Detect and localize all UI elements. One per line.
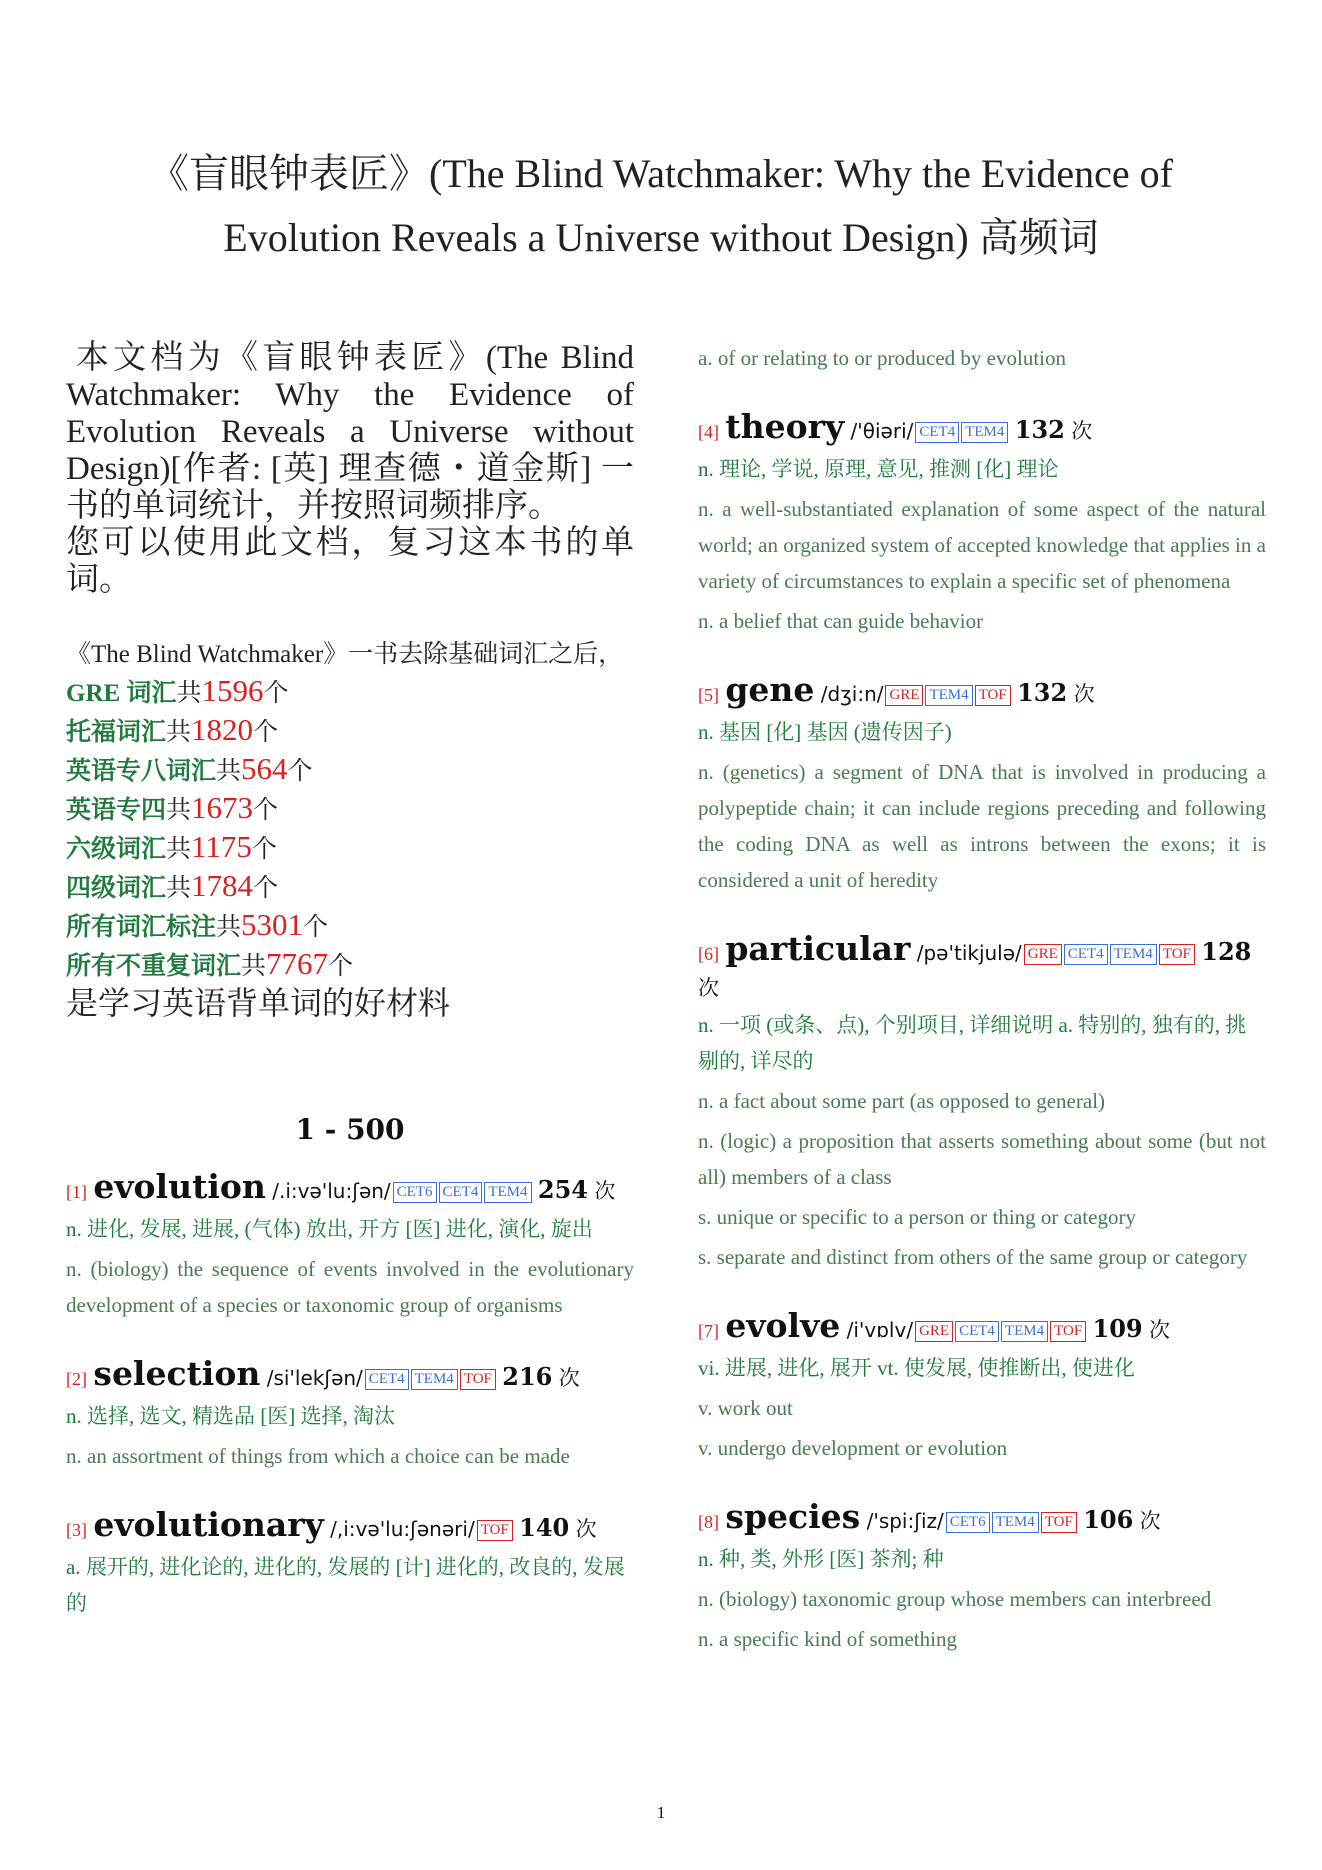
right-column <box>698 340 1266 1691</box>
word-entry <box>66 1354 634 1474</box>
entry-count: 109 <box>1092 1314 1143 1343</box>
entry-word: selection <box>93 1354 261 1393</box>
stat-mid: 共 <box>241 953 267 980</box>
stat-count: 5301 <box>241 907 304 942</box>
stat-count: 1175 <box>191 829 252 864</box>
stat-mid: 共 <box>216 914 242 941</box>
entry-phonetic: /pə'tikjulə/ <box>916 941 1022 965</box>
entry-head <box>698 929 1266 1005</box>
chinese-meaning: n. 理论, 学说, 原理, 意见, 推测 [化] 理论 <box>698 457 1059 481</box>
entry-head <box>698 670 1266 712</box>
word-list-left <box>66 1167 634 1621</box>
word-definition: n. (biology) taxonomic group whose members can interbreed <box>698 1587 1212 1611</box>
entry-count: 254 <box>537 1175 588 1204</box>
exam-tag: TOF <box>1041 1512 1077 1533</box>
chinese-meaning: n. 基因 [化] 基因 (遗传因子) <box>698 720 952 744</box>
entry-head <box>698 1306 1266 1348</box>
stat-mid: 共 <box>176 680 202 707</box>
exam-tag: TOF <box>477 1520 513 1541</box>
word-entry <box>698 1306 1266 1466</box>
entry-index: [8] <box>698 1512 719 1532</box>
entry-word: theory <box>725 407 845 446</box>
entry-word: evolve <box>725 1306 841 1345</box>
entry-phonetic: /'spi:ʃiz/ <box>866 1509 944 1533</box>
count-unit: 次 <box>1073 682 1095 706</box>
stat-label: GRE 词汇 <box>66 680 177 707</box>
vocab-stats <box>66 637 634 1021</box>
stat-label: 四级词汇 <box>66 875 167 902</box>
stat-label: 六级词汇 <box>66 836 167 863</box>
intro <box>66 340 634 599</box>
entry-phonetic: /dʒi:n/ <box>820 682 884 706</box>
entry-head <box>698 407 1266 449</box>
stat-label: 所有词汇标注 <box>66 914 217 941</box>
stats-closing: 是学习英语背单词的好材料 <box>66 985 451 1021</box>
count-unit: 次 <box>1149 1318 1170 1342</box>
stat-unit: 个 <box>287 758 313 785</box>
stat-label: 英语专八词汇 <box>66 758 217 785</box>
exam-tag: TEM4 <box>992 1512 1039 1533</box>
chinese-meaning: n. 进化, 发展, 进展, (气体) 放出, 开方 [医] 进化, 演化, 旋出 <box>66 1217 593 1241</box>
stats-lines <box>66 673 634 985</box>
chinese-meaning: n. 一项 (或条、点), 个别项目, 详细说明 a. 特别的, 独有的, 挑剔的, 详尽的 <box>698 1013 1247 1073</box>
stat-unit: 个 <box>253 719 279 746</box>
entry-phonetic: /,i:və'lu:ʃənəri/ <box>330 1517 475 1541</box>
range-heading: 1 - 500 <box>295 1113 405 1146</box>
chinese-meaning: n. 种, 类, 外形 [医] 茶剂; 种 <box>698 1547 944 1571</box>
entry-index: [4] <box>698 422 719 442</box>
entry-index: [5] <box>698 685 719 705</box>
stat-unit: 个 <box>328 953 354 980</box>
stat-count: 7767 <box>266 946 329 981</box>
entry-phonetic: /i'vɒlv/ <box>846 1318 914 1342</box>
stat-mid: 共 <box>166 797 192 824</box>
entry-head <box>66 1167 634 1209</box>
word-entry <box>698 407 1266 639</box>
entry-head <box>66 1354 634 1396</box>
word-definition: n. (logic) a proposition that asserts something about some (but not all) members of a class <box>698 1129 1266 1189</box>
stat-count: 1673 <box>191 790 254 825</box>
exam-tag: CET4 <box>915 422 959 443</box>
word-definition: n. a fact about some part (as opposed to general) <box>698 1089 1106 1113</box>
word-entry <box>698 670 1266 898</box>
stat-unit: 个 <box>263 680 289 707</box>
word-definition: s. unique or specific to a person or thing or category <box>698 1205 1136 1229</box>
count-unit: 次 <box>558 1366 580 1390</box>
word-definition: n. (genetics) a segment of DNA that is involved in producing a polypeptide chain; it can include regions preceding and following the coding DNA as well as introns between the exons; it is considered a unit of heredity <box>698 760 1266 892</box>
chinese-meaning: vi. 进展, 进化, 展开 vt. 使发展, 使推断出, 使进化 <box>698 1356 1135 1380</box>
document-title: 《盲眼钟表匠》(The Blind Watchmaker: Why the Evidence of Evolution Reveals a Universe without Design) 高频词 <box>149 151 1173 260</box>
word-definition: n. a belief that can guide behavior <box>698 609 984 633</box>
exam-tag: TEM4 <box>484 1182 531 1203</box>
entry-phonetic: /.i:və'lu:ʃən/ <box>272 1179 391 1203</box>
entry-count: 216 <box>502 1362 553 1391</box>
word-entry <box>66 1505 634 1621</box>
stat-count: 564 <box>241 751 288 786</box>
exam-tag: CET4 <box>1064 944 1108 965</box>
chinese-meaning: n. 选择, 选文, 精选品 [医] 选择, 淘汰 <box>66 1404 395 1428</box>
stat-unit: 个 <box>253 875 279 902</box>
count-unit: 次 <box>575 1517 597 1541</box>
entry-index: [3] <box>66 1520 87 1540</box>
stat-label: 英语专四 <box>66 797 167 824</box>
exam-tag: GRE <box>915 1321 953 1342</box>
stat-label: 托福词汇 <box>66 719 167 746</box>
stat-count: 1596 <box>201 673 264 708</box>
entry-word: evolution <box>93 1167 266 1206</box>
stat-mid: 共 <box>216 758 242 785</box>
entry-phonetic: /si'lekʃən/ <box>266 1366 363 1390</box>
stat-line <box>66 868 634 907</box>
exam-tag: CET6 <box>393 1182 437 1203</box>
entry-phonetic: /'θiəri/ <box>850 419 914 443</box>
word-definition: n. (biology) the sequence of events involved in the evolutionary development of a species or taxonomic group of organisms <box>66 1257 634 1317</box>
entry-word: evolutionary <box>93 1505 324 1544</box>
entry-index: [2] <box>66 1369 87 1389</box>
word-definition: s. separate and distinct from others of the same group or category <box>698 1245 1248 1269</box>
stat-unit: 个 <box>253 797 279 824</box>
exam-tag: CET4 <box>365 1369 409 1390</box>
exam-tag: GRE <box>885 685 923 706</box>
count-unit: 次 <box>1071 419 1093 443</box>
stat-line <box>66 829 634 868</box>
entry-count: 132 <box>1017 678 1068 707</box>
exam-tag: TOF <box>1159 944 1195 965</box>
stat-line <box>66 673 634 712</box>
exam-tag: TEM4 <box>961 422 1008 443</box>
count-unit: 次 <box>594 1179 616 1203</box>
continued-entry <box>698 340 1266 376</box>
word-list-right <box>698 407 1266 1657</box>
entry-count: 140 <box>519 1513 570 1542</box>
intro-paragraph: 本文档为《盲眼钟表匠》(The Blind Watchmaker: Why the Evidence of Evolution Reveals a Universe without Design)[作者: [英] 理查德・道金斯] 一书的单词统计，并按照词频排序。 <box>66 340 634 524</box>
exam-tag: TOF <box>1050 1321 1086 1342</box>
stat-label: 所有不重复词汇 <box>66 953 242 980</box>
stat-mid: 共 <box>166 836 192 863</box>
exam-tag: TEM4 <box>411 1369 458 1390</box>
entry-index: [1] <box>66 1182 87 1202</box>
stat-unit: 个 <box>251 836 277 863</box>
stat-line <box>66 751 634 790</box>
left-column <box>66 340 634 1655</box>
intro-paragraph: 您可以使用此文档，复习这本书的单词。 <box>66 525 634 598</box>
stat-unit: 个 <box>303 914 329 941</box>
entry-count: 106 <box>1083 1505 1134 1534</box>
word-definition: n. an assortment of things from which a choice can be made <box>66 1444 570 1468</box>
stat-count: 1820 <box>191 712 254 747</box>
count-unit: 次 <box>698 976 719 1000</box>
exam-tag: GRE <box>1024 944 1062 965</box>
stat-line <box>66 907 634 946</box>
count-unit: 次 <box>1139 1509 1161 1533</box>
exam-tag: TOF <box>460 1369 496 1390</box>
entry-word: gene <box>725 670 815 709</box>
chinese-meaning: a. 展开的, 进化论的, 进化的, 发展的 [计] 进化的, 改良的, 发展的 <box>66 1555 625 1615</box>
entry-word: particular <box>725 929 911 968</box>
exam-tag: CET4 <box>439 1182 483 1203</box>
stat-line <box>66 946 634 985</box>
page-number: 1 <box>656 1803 666 1822</box>
exam-tag: TEM4 <box>925 685 972 706</box>
stats-header: 《The Blind Watchmaker》一书去除基础词汇之后， <box>66 641 624 668</box>
exam-tag: TOF <box>975 685 1011 706</box>
word-entry <box>698 929 1266 1275</box>
word-definition: n. a well-substantiated explanation of some aspect of the natural world; an organized system of accepted knowledge that applies in a variety of circumstances to explain a specific set of phenomena <box>698 497 1266 593</box>
word-definition: a. of or relating to or produced by evolution <box>698 346 1066 370</box>
entry-count: 128 <box>1201 937 1252 966</box>
exam-tag: CET6 <box>946 1512 990 1533</box>
word-definition: n. a specific kind of something <box>698 1627 957 1651</box>
entry-count: 132 <box>1014 415 1065 444</box>
exam-tag: CET4 <box>955 1321 999 1342</box>
entry-head <box>698 1497 1266 1539</box>
stat-mid: 共 <box>166 875 192 902</box>
exam-tag: TEM4 <box>1110 944 1157 965</box>
word-definition: v. undergo development or evolution <box>698 1436 1008 1460</box>
stat-mid: 共 <box>166 719 192 746</box>
entry-index: [6] <box>698 944 719 964</box>
word-entry <box>66 1167 634 1323</box>
entry-head <box>66 1505 634 1547</box>
exam-tag: TEM4 <box>1001 1321 1048 1342</box>
stat-line <box>66 790 634 829</box>
word-definition: v. work out <box>698 1396 793 1420</box>
stat-count: 1784 <box>191 868 254 903</box>
stat-line <box>66 712 634 751</box>
word-entry <box>698 1497 1266 1657</box>
entry-index: [7] <box>698 1321 719 1341</box>
entry-word: species <box>725 1497 861 1536</box>
